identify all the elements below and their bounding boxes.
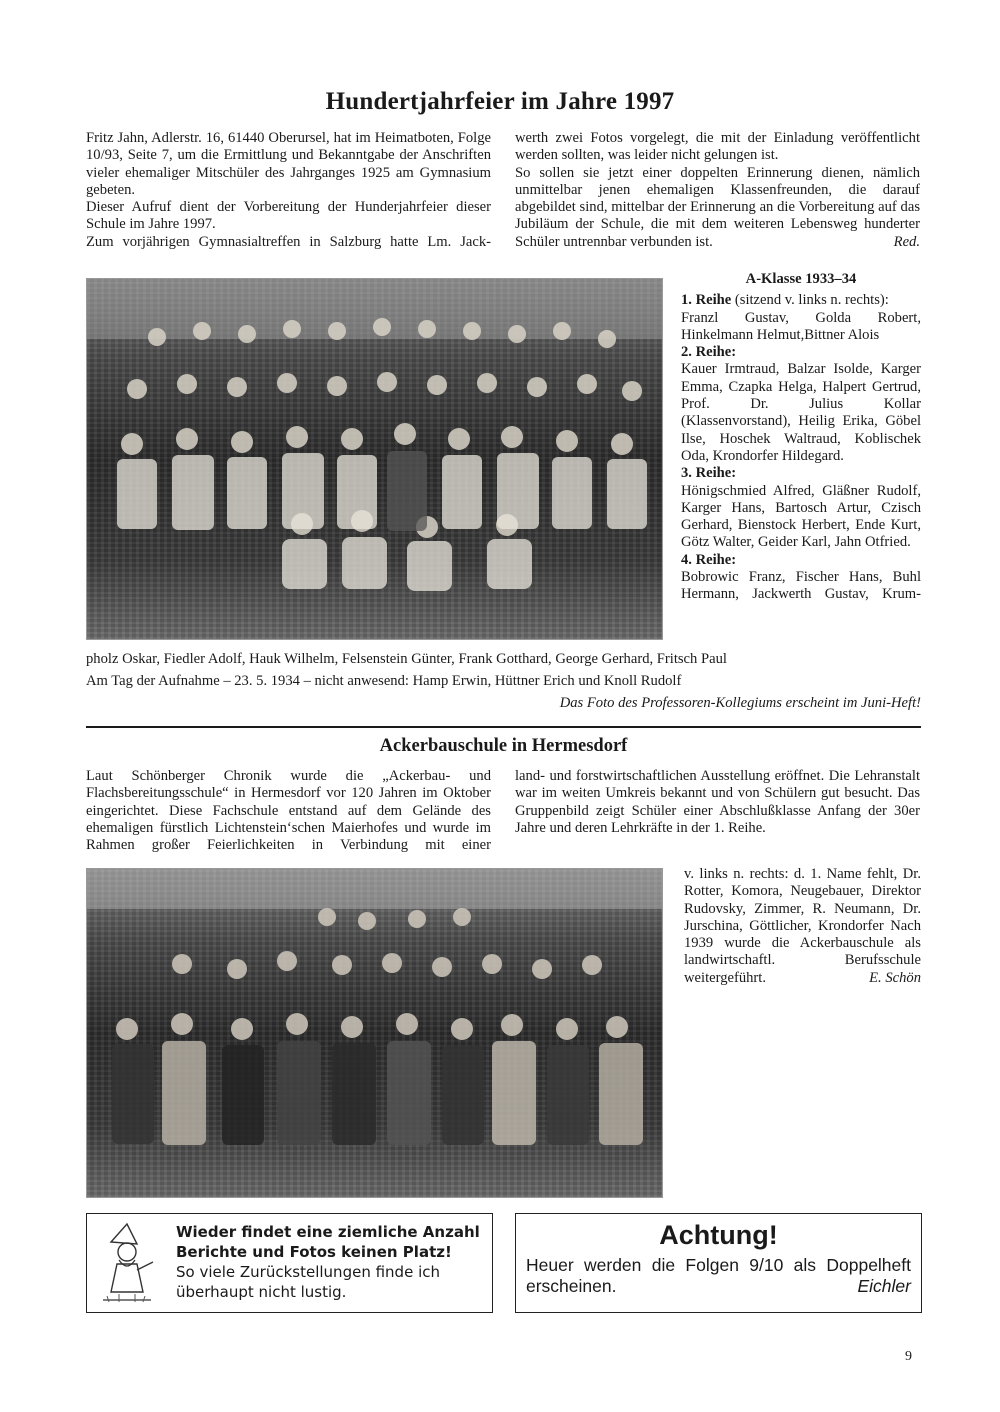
caption-row-2 bbox=[681, 344, 921, 465]
paragraph: land- und forstwirtschaftlichen Ausstellung eröffnet. Die Lehranstalt war im weiten Umkreis bekannt und von Schülern gut besucht. Das Gruppenbild zeigt Schüler einer Abschlußklasse Anfang der 30er Jahre und deren Lehrkräfte in der 1. Reihe. bbox=[515, 768, 920, 836]
gnome-illustration-icon bbox=[97, 1222, 157, 1306]
achtung-signature: Eichler bbox=[857, 1276, 911, 1296]
row-names: Bobrowic Franz, Fischer Hans, Buhl Hermann, Jackwerth Gustav, Krum- bbox=[681, 569, 921, 603]
row-label: 4. Reihe: bbox=[681, 551, 737, 568]
section-divider bbox=[86, 726, 921, 728]
achtung-text bbox=[526, 1255, 911, 1297]
article1-left-column bbox=[86, 130, 491, 251]
class-photo-caption-continued bbox=[86, 648, 921, 714]
signature: Red. bbox=[893, 233, 920, 250]
caption-text: v. links n. rechts: d. 1. Name fehlt, Dr. Rotter, Komora, Neugebauer, Direktor Rudovsky, Zimmer, R. Neumann, Dr. Jurschina, Göttlicher, Krondorfer Nach 1939 wurde die Ackerbauschule als landwirtschaftl. Berufsschule weitergeführt. bbox=[684, 866, 921, 986]
article-title-ackerbauschule: Ackerbauschule in Hermesdorf bbox=[379, 736, 628, 756]
row-label: 1. Reihe bbox=[681, 292, 732, 309]
caption-absent: Am Tag der Aufnahme – 23. 5. 1934 – nicht anwesend: Hamp Erwin, Hüttner Erich und Knoll Rudolf bbox=[86, 673, 682, 689]
paragraph: Zum vorjährigen Gymnasialtreffen in Salzburg hatte Lm. Jack- bbox=[86, 233, 491, 250]
article2-right-column bbox=[515, 768, 920, 837]
paragraph: Laut Schönberger Chronik wurde die „Ackerbau- und Flachsbereitungsschule“ in Hermesdorf vor 120 Jahren im Oktober eingerichtet. Diese Fachschule entstand auf dem Gelände des ehemaligen fürstlich Lichtenstein‘schen Maierhofes und wurde im Rahmen großer Feierlichkeiten in Verbindung mit einer bbox=[86, 768, 491, 854]
notice-box bbox=[86, 1213, 493, 1313]
article2-left-column bbox=[86, 768, 491, 854]
caption-title: A-Klasse 1933–34 bbox=[745, 271, 857, 287]
caption-row-3 bbox=[681, 465, 921, 551]
caption-continuation: pholz Oskar, Fiedler Adolf, Hauk Wilhelm, Felsenstein Günter, Frank Gotthard, George Gerhard, Fritsch Paul bbox=[86, 651, 727, 667]
class-photo-a-klasse bbox=[86, 278, 663, 640]
row-names: Kauer Irmtraud, Balzar Isolde, Karger Emma, Czapka Helga, Halpert Gertrud, Prof. Dr. Julius Kollar (Klassenvorstand), Heilig Erika, Göbel Ilse, Hoschek Waltraud, Koblischek Oda, Krondorfer Hildegard. bbox=[681, 361, 921, 464]
signature: E. Schön bbox=[869, 969, 921, 986]
notice-line-3: So viele Zurückstellungen finde ich bbox=[176, 1263, 440, 1281]
row-label: 3. Reihe: bbox=[681, 465, 737, 482]
achtung-message: Heuer werden die Folgen 9/10 als Doppelheft erscheinen. bbox=[526, 1255, 911, 1296]
school-photo-figures bbox=[87, 869, 662, 1197]
paragraph: werth zwei Fotos vorgelegt, die mit der Einladung veröffentlicht werden sollten, was leider nicht gelungen ist. bbox=[515, 130, 920, 164]
school-photo-caption bbox=[684, 866, 921, 987]
row-label: 2. Reihe: bbox=[681, 344, 737, 361]
article-title-hundertjahrfeier: Hundertjahrfeier im Jahre 1997 bbox=[325, 88, 675, 115]
class-photo-caption bbox=[681, 271, 921, 604]
page-number: 9 bbox=[905, 1349, 912, 1364]
row-names: Hönigschmied Alfred, Gläßner Rudolf, Karger Hans, Bartosch Artur, Czisch Gerhard, Bienstock Herbert, Ende Kurt, Götz Walter, Geider Karl, Jahn Otfried. bbox=[681, 482, 921, 551]
class-photo-figures bbox=[87, 279, 662, 639]
article1-right-column bbox=[515, 130, 920, 251]
paragraph: Fritz Jahn, Adlerstr. 16, 61440 Oberursel, hat im Heimatboten, Folge 10/93, Seite 7, um die Ermittlung und Bekanntgabe der Anschriften vieler ehemaliger Mitschüler des Jahrganges 1925 am Gymnasium gebeten. bbox=[86, 130, 491, 198]
school-group-photo bbox=[86, 868, 663, 1198]
caption-row-1 bbox=[681, 292, 921, 344]
achtung-box bbox=[515, 1213, 922, 1313]
notice-line-1: Wieder findet eine ziemliche Anzahl bbox=[176, 1223, 480, 1241]
row-note: (sitzend v. links n. rechts): bbox=[731, 292, 889, 309]
row-names: Franzl Gustav, Golda Robert, Hinkelmann Helmut,Bittner Alois bbox=[681, 309, 921, 343]
notice-text bbox=[176, 1222, 481, 1302]
paragraph: Dieser Aufruf dient der Vorbereitung der Hunderjahrfeier dieser Schule im Jahre 1997. bbox=[86, 199, 491, 233]
achtung-title: Achtung! bbox=[659, 1220, 778, 1250]
caption-row-4 bbox=[681, 552, 921, 604]
notice-line-2: Berichte und Fotos keinen Platz! bbox=[176, 1243, 452, 1261]
paragraph: So sollen sie jetzt einer doppelten Erinnerung dienen, nämlich unmittelbar jenen ehemaligen Klassenfreunden, die darauf abgebildet sind, mittelbar der Erinnerung an die Vorbereitung auf das Jubiläum der Schule, die mit dem weiteren Lebensweg hunderter Schüler untrennbar verbunden ist. bbox=[515, 164, 920, 250]
caption-note: Das Foto des Professoren-Kollegiums erscheint im Juni-Heft! bbox=[559, 695, 921, 711]
notice-line-4: überhaupt nicht lustig. bbox=[176, 1283, 347, 1301]
